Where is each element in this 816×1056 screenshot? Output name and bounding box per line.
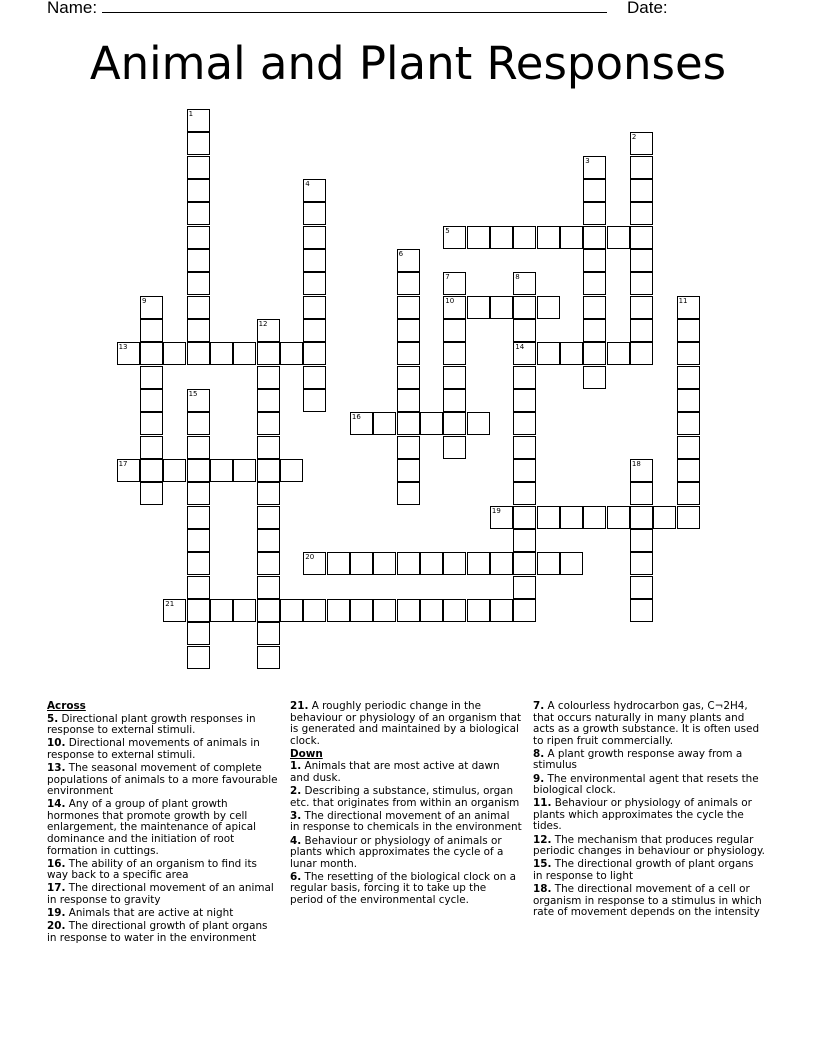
- grid-cell[interactable]: [513, 482, 536, 505]
- clue-number: 2: [631, 133, 637, 142]
- grid-cell[interactable]: [677, 389, 700, 412]
- grid-cell[interactable]: [187, 319, 210, 342]
- grid-cell[interactable]: [467, 412, 490, 435]
- grid-cell[interactable]: [630, 552, 653, 575]
- grid-cell[interactable]: [560, 226, 583, 249]
- grid-cell[interactable]: [513, 319, 536, 342]
- clue-down-8: 8. A plant growth response away from a stimulus: [533, 747, 743, 772]
- clue-down-15: 15. The directional growth of plant organs in response to light: [533, 858, 754, 882]
- grid-cell[interactable]: [303, 319, 326, 342]
- grid-cell[interactable]: [303, 599, 326, 622]
- grid-cell[interactable]: [187, 109, 210, 132]
- clue-number: 11: [678, 296, 688, 305]
- grid-cell[interactable]: [653, 506, 676, 529]
- grid-cell[interactable]: [583, 156, 606, 179]
- grid-cell[interactable]: [467, 552, 490, 575]
- grid-cell[interactable]: [513, 552, 536, 575]
- grid-cell[interactable]: [187, 226, 210, 249]
- grid-cell[interactable]: [257, 319, 280, 342]
- grid-cell[interactable]: [420, 552, 443, 575]
- grid-cell[interactable]: [187, 342, 210, 365]
- grid-cell[interactable]: [583, 202, 606, 225]
- grid-cell[interactable]: [583, 342, 606, 365]
- clue-number: 3: [585, 156, 590, 165]
- grid-cell[interactable]: [630, 132, 653, 155]
- grid-cell[interactable]: [397, 412, 420, 435]
- grid-cell[interactable]: [490, 296, 513, 319]
- grid-cell[interactable]: [233, 459, 256, 482]
- grid-cell[interactable]: [350, 599, 373, 622]
- name-field[interactable]: [47, 0, 607, 18]
- grid-cell[interactable]: [630, 319, 653, 342]
- grid-cell[interactable]: [397, 482, 420, 505]
- grid-cell[interactable]: [583, 366, 606, 389]
- grid-cell[interactable]: [257, 552, 280, 575]
- clue-down-11: 11. Behaviour or physiology of animals or plants which approximates the cycle the tides.: [533, 797, 752, 833]
- grid-cell[interactable]: [140, 342, 163, 365]
- clue-number: 1: [188, 110, 194, 118]
- grid-cell[interactable]: [187, 412, 210, 435]
- grid-cell[interactable]: [560, 342, 583, 365]
- grid-cell[interactable]: [397, 436, 420, 459]
- grid-cell[interactable]: [257, 599, 280, 622]
- clue-down-3: 3. The directional movement of an animal in response to chemicals in the environment: [290, 809, 522, 834]
- grid-cell[interactable]: [583, 506, 606, 529]
- grid-cell[interactable]: [677, 459, 700, 482]
- grid-cell[interactable]: [443, 389, 466, 412]
- grid-cell[interactable]: [490, 599, 513, 622]
- grid-cell[interactable]: [630, 272, 653, 295]
- grid-cell[interactable]: [280, 342, 303, 365]
- grid-cell[interactable]: [257, 482, 280, 505]
- grid-cell[interactable]: [513, 506, 536, 529]
- grid-cell[interactable]: [467, 296, 490, 319]
- grid-cell[interactable]: [443, 342, 466, 365]
- grid-cell[interactable]: [397, 459, 420, 482]
- grid-cell[interactable]: [187, 272, 210, 295]
- grid-cell[interactable]: [187, 249, 210, 272]
- clue-across-20: 20. The directional growth of plant organs in response to water in the environment: [47, 920, 268, 944]
- grid-cell[interactable]: [630, 202, 653, 225]
- grid-cell[interactable]: [677, 296, 700, 319]
- clue-down-9: 9. The environmental agent that resets the biological clock.: [533, 772, 759, 797]
- grid-cell[interactable]: [350, 552, 373, 575]
- grid-cell[interactable]: [583, 249, 606, 272]
- grid-cell[interactable]: [187, 459, 210, 482]
- clue-across-16: 16. The ability of an organism to find its way back to a specific area: [47, 857, 257, 882]
- grid-cell[interactable]: [397, 342, 420, 365]
- grid-cell[interactable]: [303, 272, 326, 295]
- grid-cell[interactable]: [443, 436, 466, 459]
- grid-cell[interactable]: [397, 272, 420, 295]
- grid-cell[interactable]: [140, 296, 163, 319]
- grid-cell[interactable]: [140, 482, 163, 505]
- grid-cell[interactable]: [187, 622, 210, 645]
- grid-cell[interactable]: [280, 459, 303, 482]
- grid-cell[interactable]: [373, 552, 396, 575]
- grid-cell[interactable]: [187, 506, 210, 529]
- grid-cell[interactable]: [140, 412, 163, 435]
- grid-cell[interactable]: [210, 599, 233, 622]
- grid-cell[interactable]: [630, 576, 653, 599]
- grid-cell[interactable]: [257, 646, 280, 669]
- clue-number: 17: [118, 459, 128, 468]
- grid-cell[interactable]: [257, 389, 280, 412]
- grid-cell[interactable]: [233, 342, 256, 365]
- grid-cell[interactable]: [513, 412, 536, 435]
- grid-cell[interactable]: [140, 436, 163, 459]
- grid-cell[interactable]: [443, 296, 466, 319]
- grid-cell[interactable]: [117, 459, 140, 482]
- grid-cell[interactable]: [187, 552, 210, 575]
- grid-cell[interactable]: [490, 552, 513, 575]
- clue-number: 21: [165, 599, 175, 608]
- clue-across-13: 13. The seasonal movement of complete populations of animals to a more favourable environment: [47, 761, 278, 798]
- grid-cell[interactable]: [583, 272, 606, 295]
- grid-cell[interactable]: [513, 366, 536, 389]
- clue-down-2: 2. Describing a substance, stimulus, organ etc. that originates from within an organism: [290, 785, 520, 809]
- grid-cell[interactable]: [163, 459, 186, 482]
- grid-cell[interactable]: [140, 366, 163, 389]
- clues-column-2: [290, 701, 522, 908]
- grid-cell[interactable]: [467, 226, 490, 249]
- grid-cell[interactable]: [397, 296, 420, 319]
- clues-column-3: [533, 701, 765, 920]
- grid-cell[interactable]: [303, 202, 326, 225]
- grid-cell[interactable]: [583, 226, 606, 249]
- grid-cell[interactable]: [630, 226, 653, 249]
- grid-cell[interactable]: [257, 576, 280, 599]
- grid-cell[interactable]: [537, 226, 560, 249]
- grid-cell[interactable]: [397, 249, 420, 272]
- clue-number: 16: [351, 413, 361, 422]
- clue-number: 19: [491, 506, 501, 515]
- grid-cell[interactable]: [513, 576, 536, 599]
- grid-cell[interactable]: [443, 272, 466, 295]
- grid-cell[interactable]: [583, 179, 606, 202]
- grid-cell[interactable]: [677, 342, 700, 365]
- grid-cell[interactable]: [583, 319, 606, 342]
- grid-cell[interactable]: [420, 412, 443, 435]
- grid-cell[interactable]: [257, 412, 280, 435]
- grid-cell[interactable]: [140, 319, 163, 342]
- date-label: Date:: [627, 0, 668, 17]
- clue-number: 9: [142, 296, 147, 305]
- grid-cell[interactable]: [537, 552, 560, 575]
- grid-cell[interactable]: [513, 529, 536, 552]
- grid-cell[interactable]: [303, 179, 326, 202]
- grid-cell[interactable]: [630, 156, 653, 179]
- grid-cell[interactable]: [303, 389, 326, 412]
- grid-cell[interactable]: [280, 599, 303, 622]
- grid-cell[interactable]: [677, 412, 700, 435]
- grid-cell[interactable]: [607, 506, 630, 529]
- grid-cell[interactable]: [397, 319, 420, 342]
- grid-cell[interactable]: [140, 389, 163, 412]
- clue-number: 7: [445, 273, 450, 282]
- grid-cell[interactable]: [117, 342, 140, 365]
- grid-cell[interactable]: [327, 599, 350, 622]
- grid-cell[interactable]: [373, 412, 396, 435]
- grid-cell[interactable]: [187, 179, 210, 202]
- grid-cell[interactable]: [583, 296, 606, 319]
- grid-cell[interactable]: [467, 599, 490, 622]
- clues-column-1: [47, 701, 279, 946]
- clue-across-10: 10. Directional movements of animals in response to external stimuli.: [47, 737, 260, 761]
- date-field[interactable]: [627, 0, 668, 18]
- grid-cell[interactable]: [187, 296, 210, 319]
- grid-cell[interactable]: [490, 226, 513, 249]
- grid-cell[interactable]: [677, 506, 700, 529]
- grid-cell[interactable]: [630, 459, 653, 482]
- grid-cell[interactable]: [677, 482, 700, 505]
- grid-cell[interactable]: [443, 412, 466, 435]
- grid-cell[interactable]: [537, 296, 560, 319]
- grid-cell[interactable]: [303, 226, 326, 249]
- grid-cell[interactable]: [560, 506, 583, 529]
- grid-cell[interactable]: [537, 506, 560, 529]
- clue-across-14: 14. Any of a group of plant growth hormones that promote growth by cell enlargement, the maintenance of apical dominance and the initiation of root formation in cuttings.: [47, 798, 256, 857]
- grid-cell[interactable]: [257, 529, 280, 552]
- grid-cell[interactable]: [513, 436, 536, 459]
- across-heading: Across: [47, 700, 86, 712]
- grid-cell[interactable]: [140, 459, 163, 482]
- puzzle-title: Animal and Plant Responses: [89, 37, 727, 90]
- clue-number: 12: [258, 320, 268, 328]
- grid-cell[interactable]: [513, 599, 536, 622]
- grid-cell[interactable]: [630, 249, 653, 272]
- grid-cell[interactable]: [630, 529, 653, 552]
- grid-cell[interactable]: [303, 296, 326, 319]
- grid-cell[interactable]: [607, 342, 630, 365]
- grid-cell[interactable]: [210, 342, 233, 365]
- grid-cell[interactable]: [513, 342, 536, 365]
- grid-cell[interactable]: [303, 366, 326, 389]
- grid-cell[interactable]: [630, 296, 653, 319]
- grid-cell[interactable]: [373, 599, 396, 622]
- clue-across-5: 5. Directional plant growth responses in response to external stimuli.: [47, 712, 256, 737]
- grid-cell[interactable]: [630, 179, 653, 202]
- grid-cell[interactable]: [513, 459, 536, 482]
- clue-number: 4: [305, 180, 310, 188]
- clue-down-6: 6. The resetting of the biological clock on a regular basis, forcing it to take up the period of the environmental cycle.: [290, 870, 516, 906]
- grid-cell[interactable]: [397, 599, 420, 622]
- grid-cell[interactable]: [187, 202, 210, 225]
- grid-cell[interactable]: [187, 436, 210, 459]
- name-blank-line[interactable]: [102, 0, 607, 13]
- grid-cell[interactable]: [443, 226, 466, 249]
- grid-cell[interactable]: [513, 272, 536, 295]
- grid-cell[interactable]: [677, 366, 700, 389]
- grid-cell[interactable]: [420, 599, 443, 622]
- grid-cell[interactable]: [630, 342, 653, 365]
- grid-cell[interactable]: [187, 646, 210, 669]
- grid-cell[interactable]: [327, 552, 350, 575]
- clue-down-12: 12. The mechanism that produces regular periodic changes in behaviour or physiology.: [533, 833, 765, 858]
- grid-cell[interactable]: [187, 599, 210, 622]
- grid-cell[interactable]: [397, 552, 420, 575]
- grid-cell[interactable]: [187, 156, 210, 179]
- grid-cell[interactable]: [397, 389, 420, 412]
- grid-cell[interactable]: [210, 459, 233, 482]
- grid-cell[interactable]: [303, 552, 326, 575]
- grid-cell[interactable]: [187, 389, 210, 412]
- clue-number: 20: [305, 553, 315, 562]
- grid-cell[interactable]: [257, 506, 280, 529]
- grid-cell[interactable]: [443, 599, 466, 622]
- clue-down-4: 4. Behaviour or physiology of animals or plants which approximates the cycle of a lunar month.: [290, 834, 504, 870]
- clue-down-7: 7. A colourless hydrocarbon gas, C¬2H4, that occurs naturally in many plants and acts as a growth substance. It is often used to ripen fruit commercially.: [533, 700, 760, 747]
- clue-number: 5: [445, 226, 450, 235]
- grid-cell[interactable]: [537, 342, 560, 365]
- clue-across-19: 19. Animals that are active at night: [47, 907, 234, 920]
- grid-cell[interactable]: [257, 436, 280, 459]
- grid-cell[interactable]: [397, 366, 420, 389]
- clue-number: 13: [118, 343, 128, 352]
- grid-cell[interactable]: [303, 342, 326, 365]
- clue-number: 15: [188, 390, 198, 398]
- grid-cell[interactable]: [257, 366, 280, 389]
- grid-cell[interactable]: [630, 482, 653, 505]
- clue-number: 6: [398, 250, 404, 258]
- clue-down-1: 1. Animals that are most active at dawn and dusk.: [290, 760, 500, 785]
- down-heading: Down: [290, 747, 323, 760]
- grid-cell[interactable]: [630, 599, 653, 622]
- clue-across-21: 21. A roughly periodic change in the behaviour or physiology of an organism that is generated and maintained by a biological clock.: [290, 700, 522, 747]
- grid-cell[interactable]: [443, 366, 466, 389]
- grid-cell[interactable]: [513, 296, 536, 319]
- grid-cell[interactable]: [630, 506, 653, 529]
- grid-cell[interactable]: [560, 552, 583, 575]
- grid-cell[interactable]: [443, 552, 466, 575]
- grid-cell[interactable]: [677, 436, 700, 459]
- clue-down-18: 18. The directional movement of a cell or organism in response to a stimulus in which rate of movement depends on the intensity: [533, 882, 762, 919]
- grid-cell[interactable]: [490, 506, 513, 529]
- grid-cell[interactable]: [257, 342, 280, 365]
- grid-cell[interactable]: [607, 226, 630, 249]
- grid-cell[interactable]: [187, 482, 210, 505]
- grid-cell[interactable]: [163, 342, 186, 365]
- grid-cell[interactable]: [513, 389, 536, 412]
- grid-cell[interactable]: [257, 459, 280, 482]
- grid-cell[interactable]: [443, 319, 466, 342]
- grid-cell[interactable]: [677, 319, 700, 342]
- clue-number: 8: [515, 273, 520, 282]
- clue-across-17: 17. The directional movement of an animal in response to gravity: [47, 882, 274, 906]
- clue-number: 18: [631, 459, 641, 468]
- grid-cell[interactable]: [350, 412, 373, 435]
- clue-number: 14: [515, 343, 525, 352]
- grid-cell[interactable]: [187, 529, 210, 552]
- grid-cell[interactable]: [513, 226, 536, 249]
- clue-number: 10: [445, 296, 455, 305]
- grid-cell[interactable]: [187, 132, 210, 155]
- grid-cell[interactable]: [187, 576, 210, 599]
- grid-cell[interactable]: [257, 622, 280, 645]
- grid-cell[interactable]: [303, 249, 326, 272]
- grid-cell[interactable]: [163, 599, 186, 622]
- name-label: Name:: [47, 0, 98, 17]
- grid-cell[interactable]: [233, 599, 256, 622]
